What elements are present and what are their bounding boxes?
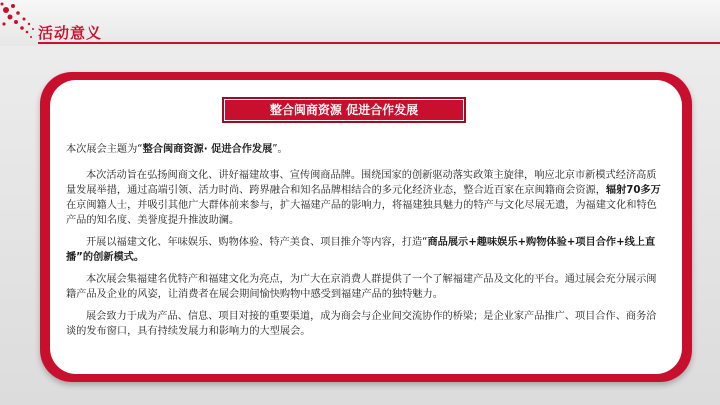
p1-text-a: 本次活动旨在弘扬闽商文化、讲好福建故事、宣传闽商品牌。围绕国家的创新驱动落实政策主旋律，响应北京市新模式经济高质量发展举措，通过高端引领、活力时尚、跨界融合和知名品牌相结合的多元化经济业态，整合近百家在京闽籍商会资源， (66, 170, 657, 196)
header-bar (0, 0, 720, 46)
paragraph-4 (66, 309, 666, 339)
page-title: 活动意义 (38, 24, 103, 42)
p3-text: 本次展会集福建名优特产和福建文化为亮点，为广大在京消费人群提供了一个了解福建产品及文化的平台。通过展会充分展示闽籍产品及企业的风姿，让消费者在展会期间愉快购物中感受到福建产品的独特魅力。 (66, 274, 657, 300)
p2-highlight: 商品展示+趣味娱乐+购物体验+项目合作+线上直播”的创新模式。 (66, 237, 656, 263)
intro-suffix: ”。 (272, 144, 288, 155)
p2-text-a: 开展以福建文化、年味娱乐、购物体验、特产美食、项目推介等内容，打造“ (86, 237, 428, 248)
red-dots-decor-icon (0, 0, 40, 46)
content-body (66, 142, 666, 346)
p4-text: 展会致力于成为产品、信息、项目对接的重要渠道，成为商会与企业间交流协作的桥梁；是企业家产品推广、项目合作、商务洽谈的发布窗口，具有持续发展力和影响力的大型展会。 (66, 311, 657, 337)
intro-theme: 整合闽商资源· 促进合作发展 (142, 144, 273, 155)
p1-highlight: 辐射70多万 (605, 185, 661, 196)
intro-prefix: 本次展会主题为“ (66, 144, 143, 155)
intro-paragraph (66, 142, 666, 157)
paragraph-1 (66, 168, 666, 228)
p1-text-b: 在京闽籍人士，并吸引其他广大群体前来参与，扩大福建产品的影响力，将福建独具魅力的特产与文化尽展无遗，为福建文化和特色产品的知名度、美誉度提升推波助澜。 (66, 200, 657, 226)
paragraph-3 (66, 272, 666, 302)
paragraph-2 (66, 235, 666, 265)
section-banner: 整合闽商资源 促进合作发展 (222, 97, 466, 123)
header-divider (38, 42, 720, 44)
